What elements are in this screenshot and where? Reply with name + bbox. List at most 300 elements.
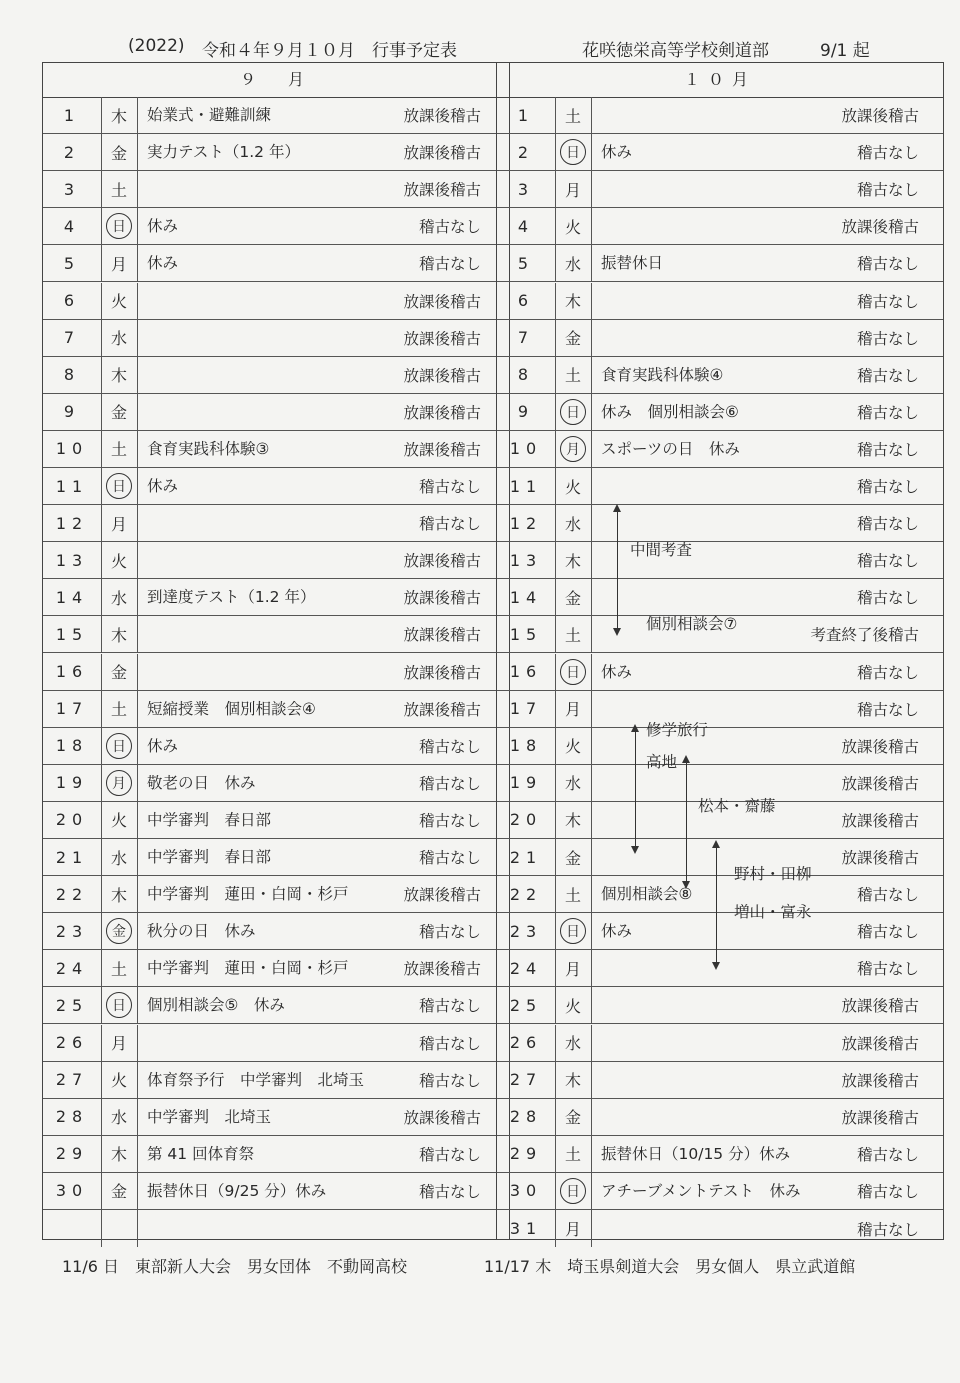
weekday-label: 火 — [110, 551, 127, 571]
table-row — [43, 1173, 509, 1210]
september-column — [42, 62, 510, 1240]
event-text: 到達度テスト（1.2 年） — [147, 588, 316, 607]
weekday-label: 木 — [110, 1145, 127, 1165]
weekday-cell — [101, 913, 138, 949]
event-text: 休み — [601, 922, 633, 941]
table-row — [497, 839, 943, 876]
event-text: 中学審判 蓮田・白岡・杉戸 — [147, 885, 349, 904]
day-cell: 4 — [43, 208, 102, 244]
table-row — [43, 97, 509, 134]
annotation-consult7: 個別相談会⑦ — [646, 615, 738, 633]
weekday-cell — [101, 1062, 138, 1098]
table-row — [43, 134, 509, 171]
weekday-label: 土 — [110, 959, 127, 979]
event-text: 実力テスト（1.2 年） — [147, 143, 300, 162]
table-row — [497, 1136, 943, 1173]
event-text: 敬老の日 休み — [147, 773, 256, 792]
practice-status: 稽古なし — [856, 923, 919, 942]
table-row — [43, 616, 509, 653]
schedule-sheet — [14, 62, 944, 1252]
holiday-circled-weekday: 日 — [106, 992, 132, 1018]
practice-status: 稽古なし — [418, 1034, 481, 1053]
weekday-label: 木 — [564, 292, 581, 312]
table-row — [43, 542, 509, 579]
annotation-masuyama: 増山・富永 — [734, 903, 812, 921]
weekday-label: 月 — [564, 1220, 581, 1240]
weekday-label: 金 — [564, 588, 581, 608]
practice-status: 稽古なし — [856, 440, 919, 459]
weekday-cell — [555, 208, 592, 244]
day-cell: 6 — [497, 283, 556, 319]
weekday-label: 木 — [564, 1071, 581, 1091]
practice-status: 放課後稽古 — [841, 997, 919, 1016]
weekday-label: 火 — [564, 477, 581, 497]
day-cell: 19 — [43, 765, 102, 801]
day-cell: 18 — [43, 728, 102, 764]
table-row — [497, 505, 943, 542]
table-row — [43, 579, 509, 616]
table-row — [43, 245, 509, 282]
table-row — [43, 171, 509, 208]
day-cell: 3 — [497, 171, 556, 207]
day-cell: 29 — [43, 1136, 102, 1172]
practice-status: 放課後稽古 — [403, 700, 481, 719]
weekday-cell — [555, 171, 592, 207]
practice-status: 稽古なし — [856, 552, 919, 571]
day-cell: 27 — [43, 1062, 102, 1098]
event-text: 休み — [147, 736, 179, 755]
day-cell: 20 — [43, 802, 102, 838]
weekday-cell — [101, 579, 138, 615]
table-row — [497, 1099, 943, 1136]
weekday-cell — [101, 394, 138, 430]
weekday-cell — [555, 1025, 592, 1061]
practice-status: 放課後稽古 — [403, 292, 481, 311]
day-cell: 25 — [43, 987, 102, 1023]
day-cell: 12 — [497, 505, 556, 541]
day-cell: 25 — [497, 987, 556, 1023]
footer-right: 11/17 木 埼玉県剣道大会 男女個人 県立武道館 — [484, 1257, 856, 1276]
practice-status: 稽古なし — [856, 663, 919, 682]
weekday-cell — [555, 950, 592, 986]
weekday-cell — [555, 987, 592, 1023]
day-cell: 19 — [497, 765, 556, 801]
holiday-circled-weekday: 月 — [560, 436, 586, 462]
practice-status: 稽古なし — [856, 478, 919, 497]
weekday-cell — [101, 357, 138, 393]
table-row — [497, 320, 943, 357]
practice-status: 稽古なし — [856, 886, 919, 905]
annotation-takachi: 高地 — [646, 753, 678, 771]
weekday-cell — [101, 283, 138, 319]
day-cell: 12 — [43, 505, 102, 541]
weekday-cell — [101, 320, 138, 356]
practice-status: 放課後稽古 — [841, 107, 919, 126]
holiday-circled-weekday: 金 — [106, 918, 132, 944]
weekday-label: 金 — [110, 403, 127, 423]
day-cell: 21 — [43, 839, 102, 875]
annotation-trip: 修学旅行 — [646, 721, 709, 739]
weekday-cell — [101, 987, 138, 1023]
practice-status: 稽古なし — [856, 960, 919, 979]
weekday-cell — [101, 1210, 138, 1247]
table-row — [43, 950, 509, 987]
day-cell: 14 — [497, 579, 556, 615]
weekday-cell — [101, 431, 138, 467]
table-row — [43, 208, 509, 245]
table-row — [43, 357, 509, 394]
weekday-cell — [101, 1025, 138, 1061]
day-cell — [43, 1210, 102, 1247]
event-text: 振替休日（9/25 分）休み — [147, 1181, 327, 1200]
weekday-cell — [555, 579, 592, 615]
weekday-label: 月 — [110, 1034, 127, 1054]
practice-status: 稽古なし — [856, 1182, 919, 1201]
table-row — [43, 283, 509, 320]
table-row — [43, 691, 509, 728]
practice-status: 放課後稽古 — [841, 774, 919, 793]
weekday-cell — [555, 1062, 592, 1098]
event-text: 食育実践科体験④ — [601, 365, 724, 384]
weekday-cell — [555, 97, 592, 133]
weekday-label: 月 — [564, 180, 581, 200]
weekday-label: 月 — [564, 959, 581, 979]
practice-status: 放課後稽古 — [403, 960, 481, 979]
weekday-label: 火 — [564, 217, 581, 237]
weekday-cell — [101, 691, 138, 727]
holiday-circled-weekday: 日 — [560, 918, 586, 944]
practice-status: 放課後稽古 — [403, 440, 481, 459]
practice-status: 放課後稽古 — [403, 886, 481, 905]
day-cell: 10 — [43, 431, 102, 467]
table-row — [497, 357, 943, 394]
practice-status: 稽古なし — [856, 329, 919, 348]
table-row — [497, 691, 943, 728]
practice-status: 考査終了後稽古 — [810, 626, 919, 645]
weekday-label: 火 — [564, 737, 581, 757]
event-text: 個別相談会⑤ 休み — [147, 996, 285, 1015]
day-cell: 1 — [497, 97, 556, 133]
weekday-cell — [555, 802, 592, 838]
practice-status: 稽古なし — [856, 700, 919, 719]
day-cell: 6 — [43, 283, 102, 319]
day-cell: 22 — [43, 876, 102, 912]
table-row — [43, 431, 509, 468]
table-row — [497, 283, 943, 320]
weekday-label: 水 — [110, 1108, 127, 1128]
weekday-cell — [101, 468, 138, 504]
weekday-cell — [555, 394, 592, 430]
day-cell: 7 — [497, 320, 556, 356]
weekday-cell — [555, 765, 592, 801]
event-text: アチーブメントテスト 休み — [601, 1181, 801, 1200]
practice-status: 放課後稽古 — [841, 1071, 919, 1090]
midterm-range-arrow — [617, 506, 618, 634]
weekday-label: 水 — [564, 514, 581, 534]
table-row — [497, 542, 943, 579]
practice-status: 稽古なし — [856, 403, 919, 422]
day-cell: 2 — [497, 134, 556, 170]
weekday-label: 火 — [110, 1071, 127, 1091]
practice-status: 放課後稽古 — [403, 329, 481, 348]
weekday-cell — [555, 839, 592, 875]
table-row — [43, 728, 509, 765]
practice-status: 放課後稽古 — [403, 663, 481, 682]
day-cell: 5 — [497, 245, 556, 281]
weekday-label: 月 — [110, 514, 127, 534]
practice-status: 稽古なし — [418, 997, 481, 1016]
day-cell: 29 — [497, 1136, 556, 1172]
practice-status: 稽古なし — [418, 218, 481, 237]
practice-status: 稽古なし — [418, 923, 481, 942]
holiday-circled-weekday: 日 — [560, 1178, 586, 1204]
annotation-midterm: 中間考査 — [630, 541, 693, 559]
practice-status: 稽古なし — [418, 478, 481, 497]
holiday-circled-weekday: 日 — [106, 213, 132, 239]
event-text: 休み 個別相談会⑥ — [601, 402, 739, 421]
table-row — [497, 134, 943, 171]
day-cell: 9 — [43, 394, 102, 430]
practice-status: 稽古なし — [418, 255, 481, 274]
table-row — [497, 97, 943, 134]
event-text: 休み — [601, 662, 633, 681]
weekday-cell — [555, 913, 592, 949]
practice-status: 放課後稽古 — [841, 811, 919, 830]
table-row — [43, 1025, 509, 1062]
weekday-cell — [101, 505, 138, 541]
day-cell: 30 — [497, 1173, 556, 1209]
table-row — [497, 468, 943, 505]
weekday-label: 金 — [110, 1182, 127, 1202]
weekday-cell — [101, 171, 138, 207]
day-cell: 8 — [43, 357, 102, 393]
table-row — [43, 839, 509, 876]
weekday-cell — [555, 505, 592, 541]
holiday-circled-weekday: 日 — [106, 473, 132, 499]
practice-status: 放課後稽古 — [403, 144, 481, 163]
weekday-label: 木 — [110, 885, 127, 905]
practice-status: 放課後稽古 — [403, 366, 481, 385]
weekday-label: 金 — [564, 329, 581, 349]
weekday-label: 土 — [110, 180, 127, 200]
day-cell: 11 — [43, 468, 102, 504]
table-row — [497, 171, 943, 208]
weekday-cell — [555, 876, 592, 912]
practice-status: 放課後稽古 — [403, 589, 481, 608]
october-header: １０月 — [497, 63, 943, 98]
weekday-label: 月 — [564, 700, 581, 720]
day-cell: 21 — [497, 839, 556, 875]
day-cell: 1 — [43, 97, 102, 133]
weekday-cell — [101, 839, 138, 875]
weekday-label: 金 — [110, 663, 127, 683]
day-cell: 7 — [43, 320, 102, 356]
practice-status: 放課後稽古 — [403, 626, 481, 645]
practice-status: 稽古なし — [418, 774, 481, 793]
event-text: 体育祭予行 中学審判 北埼玉 — [147, 1070, 365, 1089]
day-cell: 4 — [497, 208, 556, 244]
table-row — [497, 654, 943, 691]
table-row — [497, 208, 943, 245]
day-cell: 23 — [497, 913, 556, 949]
day-cell: 8 — [497, 357, 556, 393]
day-cell: 9 — [497, 394, 556, 430]
weekday-cell — [555, 134, 592, 170]
event-text: 中学審判 春日部 — [147, 847, 272, 866]
table-row — [43, 1210, 509, 1247]
practice-status: 放課後稽古 — [403, 107, 481, 126]
table-row — [43, 1136, 509, 1173]
table-row — [43, 765, 509, 802]
table-row — [43, 654, 509, 691]
day-cell: 28 — [497, 1099, 556, 1135]
header-year: (2022) — [128, 36, 185, 56]
practice-status: 稽古なし — [418, 849, 481, 868]
header-title: 令和４年９月１０月 行事予定表 — [202, 41, 457, 61]
weekday-label: 金 — [564, 848, 581, 868]
annotation-matsumoto: 松本・齋藤 — [698, 797, 776, 815]
table-row — [43, 505, 509, 542]
holiday-circled-weekday: 日 — [560, 139, 586, 165]
table-row — [497, 579, 943, 616]
table-row — [43, 987, 509, 1024]
day-cell: 28 — [43, 1099, 102, 1135]
day-cell: 26 — [497, 1025, 556, 1061]
practice-status: 稽古なし — [418, 1145, 481, 1164]
day-cell: 26 — [43, 1025, 102, 1061]
table-row — [497, 1173, 943, 1210]
day-cell: 5 — [43, 245, 102, 281]
table-row — [43, 468, 509, 505]
weekday-cell — [555, 1136, 592, 1172]
weekday-cell — [555, 357, 592, 393]
day-cell: 24 — [43, 950, 102, 986]
weekday-label: 火 — [110, 292, 127, 312]
day-cell: 13 — [43, 542, 102, 578]
day-cell: 2 — [43, 134, 102, 170]
event-text: 秋分の日 休み — [147, 922, 256, 941]
practice-status: 放課後稽古 — [403, 181, 481, 200]
event-text: 個別相談会⑧ — [601, 885, 693, 904]
table-row — [43, 876, 509, 913]
weekday-label: 火 — [110, 811, 127, 831]
weekday-cell — [555, 542, 592, 578]
header-issued: 9/1 起 — [820, 41, 870, 61]
weekday-label: 木 — [110, 366, 127, 386]
practice-status: 稽古なし — [856, 515, 919, 534]
day-cell: 15 — [43, 616, 102, 652]
practice-status: 稽古なし — [418, 737, 481, 756]
table-row — [43, 320, 509, 357]
weekday-cell — [101, 1173, 138, 1209]
event-text: 第 41 回体育祭 — [147, 1144, 255, 1163]
weekday-cell — [555, 616, 592, 652]
event-text: 中学審判 蓮田・白岡・杉戸 — [147, 959, 349, 978]
practice-status: 稽古なし — [418, 811, 481, 830]
weekday-label: 木 — [110, 106, 127, 126]
weekday-cell — [555, 283, 592, 319]
table-row — [497, 1062, 943, 1099]
weekday-cell — [555, 728, 592, 764]
practice-status: 稽古なし — [856, 255, 919, 274]
practice-status: 稽古なし — [856, 589, 919, 608]
weekday-cell — [101, 802, 138, 838]
weekday-label: 月 — [110, 254, 127, 274]
table-row — [497, 1025, 943, 1062]
weekday-cell — [555, 468, 592, 504]
table-row — [497, 987, 943, 1024]
day-cell: 22 — [497, 876, 556, 912]
page-header — [0, 36, 960, 64]
weekday-label: 水 — [110, 848, 127, 868]
event-text: 食育実践科体験③ — [147, 439, 270, 458]
weekday-label: 金 — [564, 1108, 581, 1128]
event-text: 始業式・避難訓練 — [147, 105, 272, 124]
event-text: 休み — [147, 254, 179, 273]
day-cell: 16 — [497, 654, 556, 690]
weekday-label: 金 — [110, 143, 127, 163]
event-text: スポーツの日 休み — [601, 439, 740, 458]
table-row — [43, 802, 509, 839]
weekday-label: 水 — [110, 329, 127, 349]
practice-status: 稽古なし — [856, 366, 919, 385]
day-cell: 15 — [497, 616, 556, 652]
practice-status: 放課後稽古 — [841, 1108, 919, 1127]
practice-status: 放課後稽古 — [403, 403, 481, 422]
weekday-cell — [555, 431, 592, 467]
practice-status: 稽古なし — [856, 1145, 919, 1164]
weekday-cell — [101, 97, 138, 133]
table-row — [497, 913, 943, 950]
day-cell: 31 — [497, 1210, 556, 1247]
practice-status: 稽古なし — [856, 144, 919, 163]
matsumoto-range-arrow — [686, 757, 687, 887]
practice-status: 放課後稽古 — [841, 737, 919, 756]
weekday-label: 土 — [564, 625, 581, 645]
table-row — [43, 913, 509, 950]
weekday-cell — [101, 134, 138, 170]
event-text: 振替休日 — [601, 254, 664, 273]
weekday-cell — [101, 1136, 138, 1172]
weekday-cell — [101, 950, 138, 986]
day-cell: 18 — [497, 728, 556, 764]
practice-status: 稽古なし — [856, 292, 919, 311]
table-row — [497, 431, 943, 468]
weekday-cell — [555, 654, 592, 690]
nomura-range-arrow — [716, 842, 717, 968]
header-school: 花咲徳栄高等学校剣道部 — [582, 41, 769, 61]
weekday-label: 土 — [110, 700, 127, 720]
event-text: 振替休日（10/15 分）休み — [601, 1144, 791, 1163]
october-column — [496, 62, 944, 1240]
table-row — [497, 950, 943, 987]
weekday-label: 木 — [564, 551, 581, 571]
weekday-label: 土 — [564, 106, 581, 126]
day-cell: 16 — [43, 654, 102, 690]
footer-left: 11/6 日 東部新人大会 男女団体 不動岡高校 — [62, 1257, 408, 1276]
event-text: 休み — [601, 143, 633, 162]
weekday-label: 土 — [110, 440, 127, 460]
weekday-label: 木 — [110, 625, 127, 645]
weekday-cell — [555, 1173, 592, 1209]
day-cell: 13 — [497, 542, 556, 578]
weekday-label: 水 — [110, 588, 127, 608]
weekday-label: 水 — [564, 774, 581, 794]
event-text: 中学審判 春日部 — [147, 810, 272, 829]
event-text: 短縮授業 個別相談会④ — [147, 699, 316, 718]
practice-status: 稽古なし — [856, 181, 919, 200]
table-row — [497, 245, 943, 282]
